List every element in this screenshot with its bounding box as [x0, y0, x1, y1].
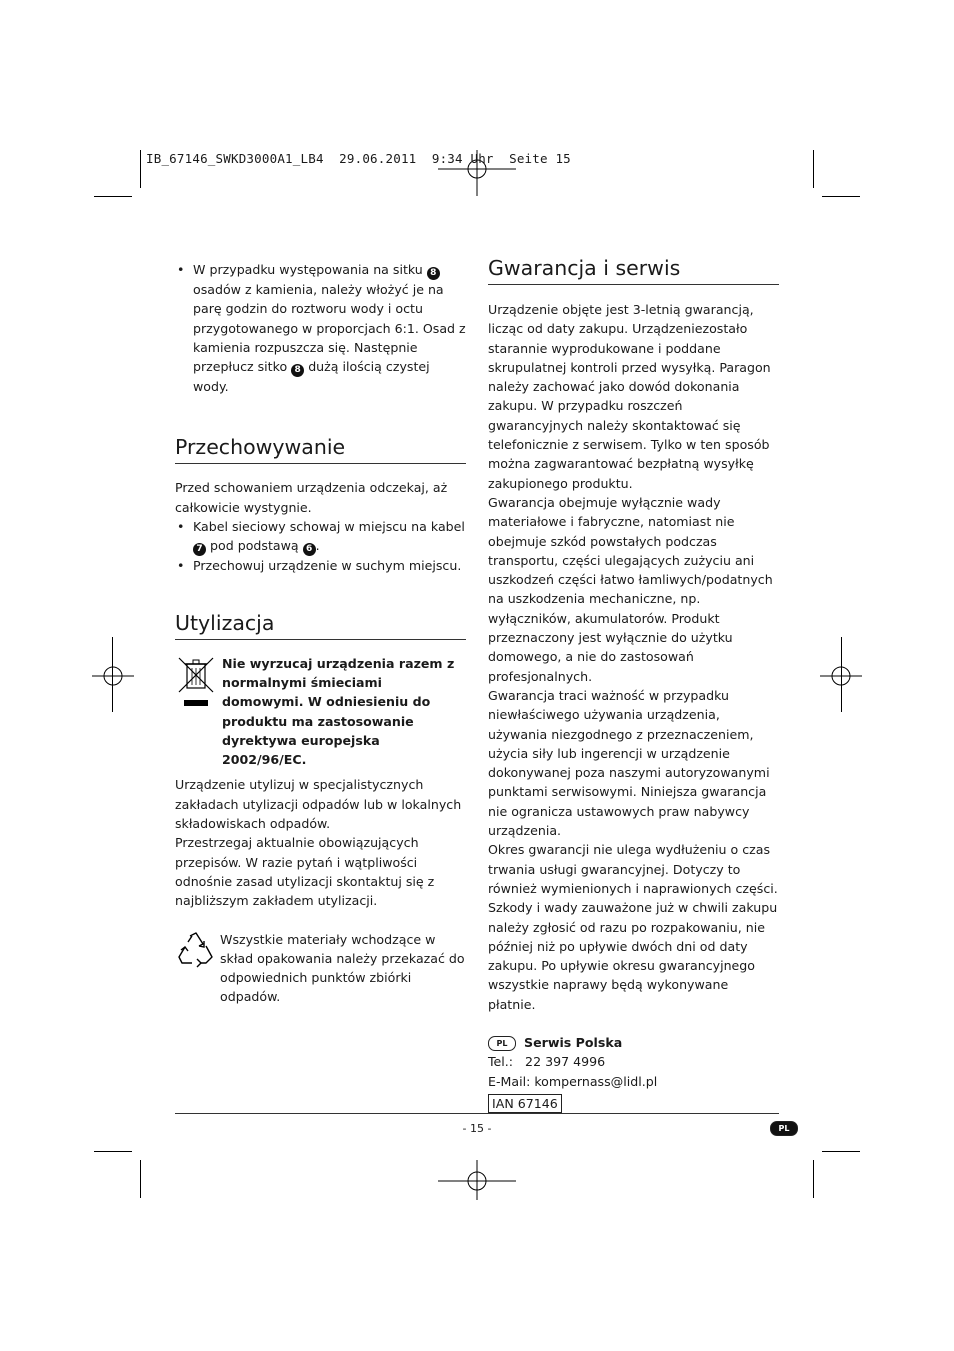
service-email: E-Mail: kompernass@lidl.pl: [488, 1073, 658, 1089]
service-contact: [488, 1033, 779, 1113]
country-badge: PL: [488, 1036, 516, 1051]
warranty-p3: Gwarancja traci ważność w przypadku niewłaściwego używania urządzenia, używania niezgodnego z przeznaczeniem, użycia siły lub ingerencji w urządzenie dokonywanej poza naszymi autoryzowanymi punktami serwisowymi. Niniejsza gwarancja nie ogranicza ustawowych praw nabywcy urządzenia.: [488, 687, 770, 839]
recycling-icon: [176, 930, 216, 970]
disposal-heading: Utylizacja: [175, 610, 466, 640]
registration-mark-right: [820, 655, 862, 697]
language-badge: PL: [770, 1121, 798, 1136]
weee-notice: [175, 654, 466, 770]
storage-intro: Przed schowaniem urządzenia odczekaj, aż całkowicie wystygnie.: [175, 480, 448, 515]
registration-mark-left: [92, 655, 134, 697]
storage-bullet-cable: • Kabel sieciowy schowaj w miejscu na kabel 7 pod podstawą 6 .: [175, 517, 466, 556]
weee-warning: Nie wyrzucaj urządzenia razem z normalnymi śmieciami domowymi. W odniesieniu do produktu ma zastosowanie dyrektywa europejska 2002/96/EC.: [222, 655, 455, 768]
descaling-bullet: • W przypadku występowania na sitku 8 osadów z kamienia, należy włożyć je na parę godzin do roztworu wody i octu przygotowanego w proporcjach 6:1. Osad z kamienia rozpuszcza się. Następnie przepłucz sitko 8 dużą ilością czystej wody.: [175, 260, 466, 396]
registration-mark-bottom: [438, 1160, 516, 1200]
part-number-icon: 8: [427, 267, 440, 280]
storage-heading: Przechowywanie: [175, 434, 466, 464]
service-title: Serwis Polska: [524, 1034, 623, 1050]
storage-bullet-dry: • Przechowuj urządzenie w suchym miejscu.: [175, 556, 466, 575]
disposal-p1: Urządzenie utylizuj w specjalistycznych zakładach utylizacji odpadów lub w lokalnych składowiskach odpadów.: [175, 777, 462, 832]
warranty-heading: Gwarancja i serwis: [488, 255, 779, 285]
warranty-p1: Urządzenie objęte jest 3-letnią gwarancją, licząc od daty zakupu. Urządzeniezostało starannie wyprodukowane i poddane skrupulatnej kontroli przed wysyłką. Paragon należy zachować jako dowód dokonania zakupu. W przypadku roszczeń gwarancyjnych należy skontaktować się telefonicznie z serwisem. Tylko w ten sposób można zagwarantować bezpłatną wysyłkę zakupionego produktu.: [488, 302, 771, 491]
page-number: - 15 -: [462, 1122, 492, 1135]
part-number-icon: 6: [303, 543, 316, 556]
part-number-icon: 8: [291, 364, 304, 377]
service-phone: Tel.: 22 397 4996: [488, 1054, 606, 1070]
warranty-p2: Gwarancja obejmuje wyłącznie wady materiałowe i fabryczne, natomiast nie obejmuje szkód powstałych podczas transportu, części ulegających zużyciu ani uszkodzeń części łatwo łamliwych/podatnych na uszkodzenia mechaniczne, np. wyłączników, akumulatorów. Produkt przeznaczony jest wyłącznie do użytku domowego, a nie do zastosowań profesjonalnych.: [488, 494, 773, 684]
part-number-icon: 7: [193, 543, 206, 556]
recycling-notice: [175, 930, 466, 1007]
crossed-bin-icon: [177, 656, 215, 708]
recycling-text: Wszystkie materiały wchodzące w skład opakowania należy przekazać do odpowiednich punktów zbiórki odpadów.: [220, 931, 465, 1005]
disposal-p2: Przestrzegaj aktualnie obowiązujących przepisów. W razie pytań i wątpliwości odnośnie zasad utylizacji skontaktuj się z najbliższym zakładem utylizacji.: [175, 835, 435, 909]
ian-box: IAN 67146: [488, 1094, 562, 1113]
right-column: [488, 255, 779, 1113]
warranty-p4: Okres gwarancji nie ulega wydłużeniu o czas trwania usługi gwarancyjnej. Dotyczy to również wymienionych i naprawionych części. Szkody i wady zauważone już w chwili zakupu należy zgłosić od razu po rozpakowaniu, nie później niż po upływie dwóch dni od daty zakupu. Po upływie okresu gwarancyjnego wszystkie naprawy będą wykonywane płatnie.: [488, 842, 778, 1012]
print-slug: IB_67146_SWKD3000A1_LB4 29.06.2011 9:34 Uhr Seite 15: [146, 151, 571, 166]
left-column: [175, 260, 466, 1007]
footer-rule: [175, 1113, 779, 1114]
